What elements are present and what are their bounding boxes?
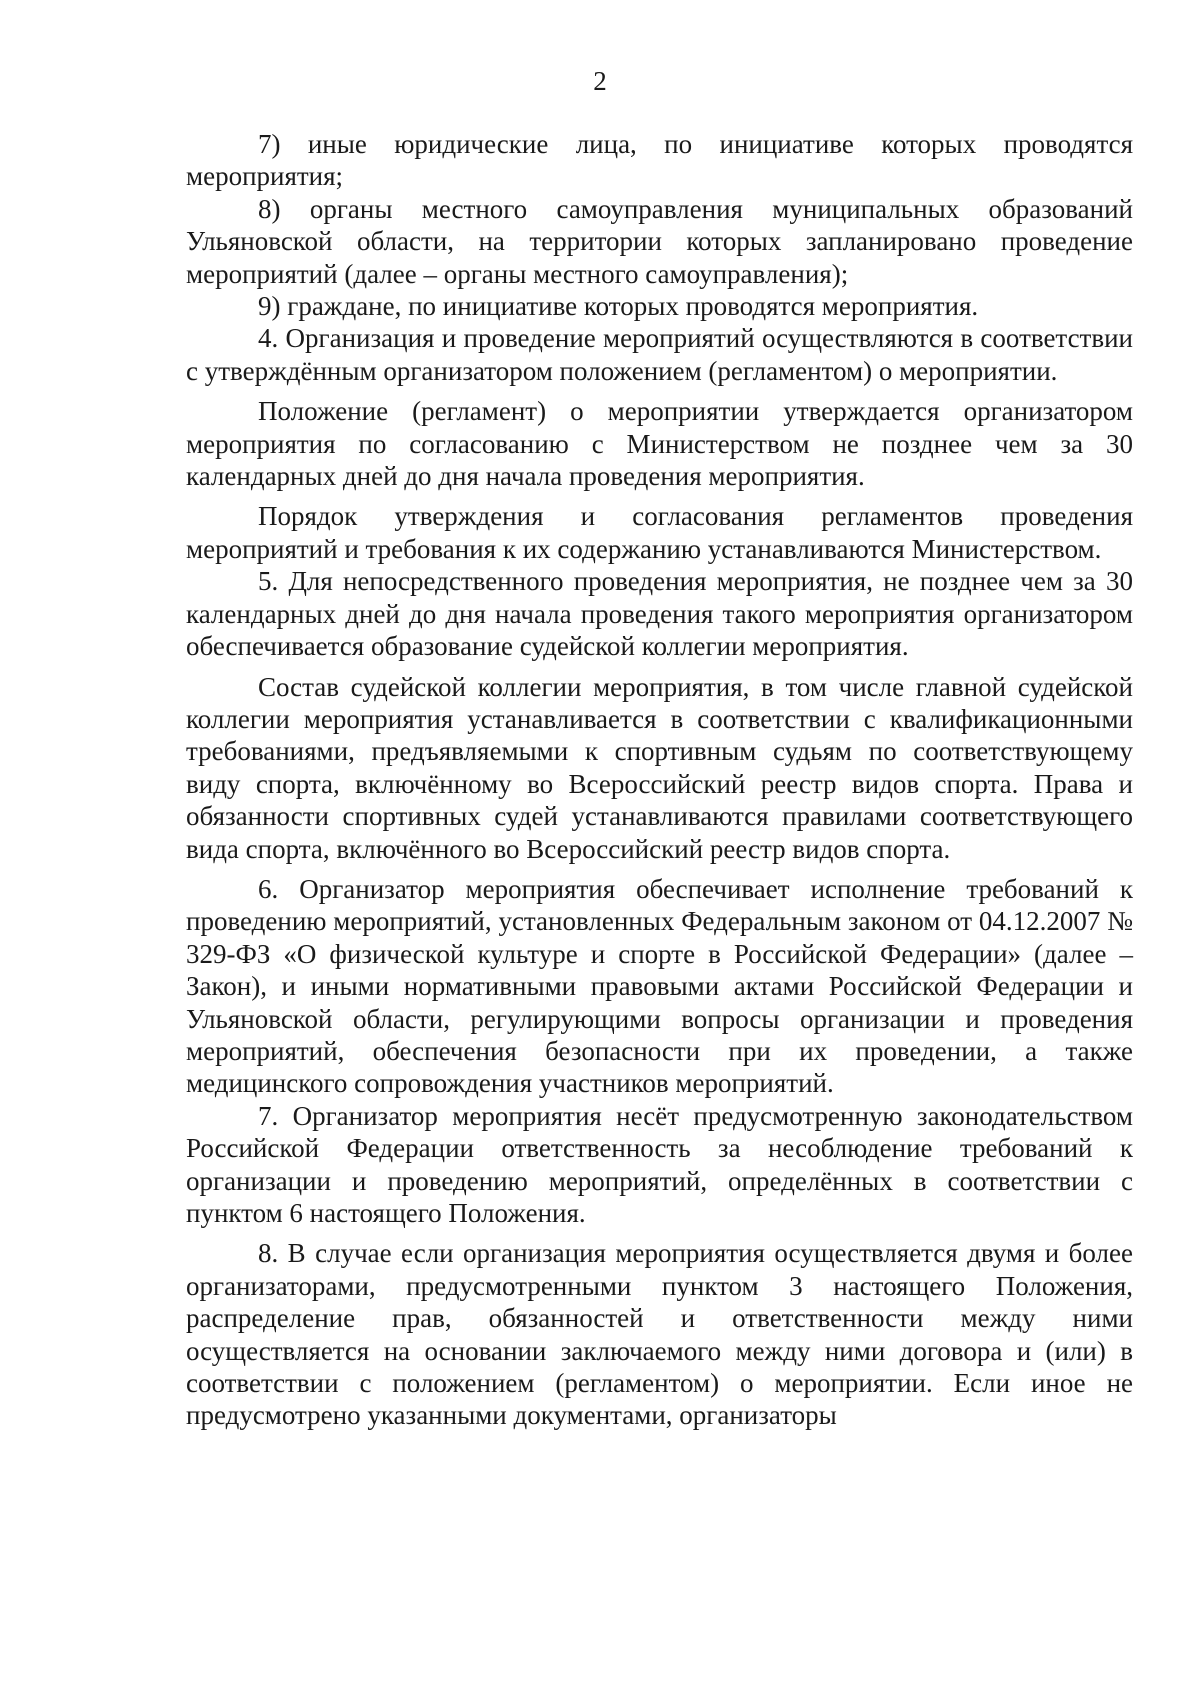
paragraph-8-multiple-organizers: 8. В случае если организация мероприятия осуществляется двумя и более организаторами, предусмотренными пунктом 3 настоящего Положения, распределение прав, обязанностей и ответственности между ними осуществляется на основании заключаемого между ними договора и (или) в соответствии с положением (регламентом) о мероприятии. Если иное не предусмотрено указанными документами, организаторы	[186, 1238, 1133, 1431]
paragraph-regulation-approval: Положение (регламент) о мероприятии утверждается организатором мероприятия по согласованию с Министерством не позднее чем за 30 календарных дней до дня начала проведения мероприятия.	[186, 396, 1133, 492]
paragraph-4-organization: 4. Организация и проведение мероприятий осуществляются в соответствии с утверждённым организатором положением (регламентом) о мероприятии.	[186, 323, 1133, 386]
paragraph-approval-procedure: Порядок утверждения и согласования регламентов проведения мероприятий и требования к их содержанию устанавливаются Министерством.	[186, 501, 1133, 564]
paragraph-7-responsibility: 7. Организатор мероприятия несёт предусмотренную законодательством Российской Федерации ответственность за несоблюдение требований к организации и проведению мероприятий, определённых в соответствии с пунктом 6 настоящего Положения.	[186, 1100, 1133, 1228]
paragraph-9-citizens: 9) граждане, по инициативе которых проводятся мероприятия.	[258, 291, 979, 322]
paragraph-panel-composition: Состав судейской коллегии мероприятия, в том числе главной судейской коллегии мероприятия устанавливается в соответствии с квалификационными требованиями, предъявляемыми к спортивным судьям по соответствующему виду спорта, включённому во Всероссийский реестр видов спорта. Права и обязанности спортивных судей устанавливаются правилами соответствующего вида спорта, включённого во Всероссийский реестр видов спорта.	[186, 671, 1133, 864]
paragraph-6-requirements: 6. Организатор мероприятия обеспечивает исполнение требований к проведению мероприятий, установленных Федеральным законом от 04.12.2007 № 329-ФЗ «О физической культуре и спорте в Российской Федерации» (далее – Закон), и иными нормативными правовыми актами Российской Федерации и Ульяновской области, регулирующими вопросы организации и проведения мероприятий, обеспечения безопасности при их проведении, а также медицинского сопровождения участников мероприятий.	[186, 873, 1133, 1099]
paragraph-5-judging-panel: 5. Для непосредственного проведения мероприятия, не позднее чем за 30 календарных дней до дня начала проведения такого мероприятия организатором обеспечивается образование судейской коллегии мероприятия.	[186, 566, 1133, 662]
page-number: 2	[593, 66, 607, 96]
paragraph-8-local-government: 8) органы местного самоуправления муниципальных образований Ульяновской области, на территории которых запланировано проведение мероприятий (далее – органы местного самоуправления);	[186, 193, 1133, 289]
paragraph-7-other-legal-entities: 7) иные юридические лица, по инициативе которых проводятся мероприятия;	[186, 129, 1133, 192]
document-body	[186, 128, 1133, 1432]
